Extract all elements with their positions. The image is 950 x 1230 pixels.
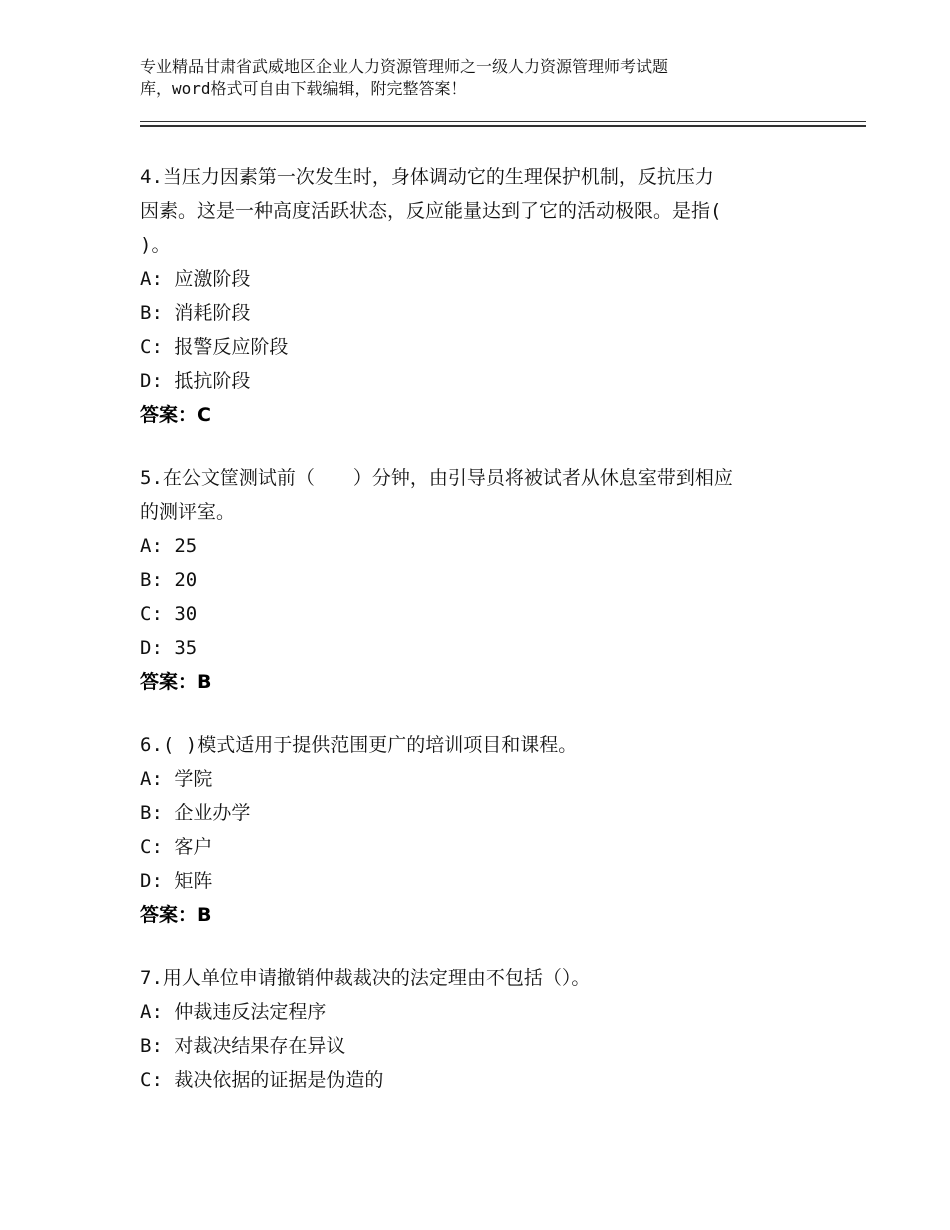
question-block xyxy=(140,728,820,932)
question-option: A: 仲裁违反法定程序 xyxy=(140,1001,327,1023)
question-option: C: 客户 xyxy=(140,836,213,858)
question-answer: 答案：B xyxy=(140,904,212,926)
header-rule-thick xyxy=(140,125,866,127)
header-rule-thin xyxy=(140,121,866,122)
question-option: B: 消耗阶段 xyxy=(140,302,251,324)
question-option: C: 报警反应阶段 xyxy=(140,336,289,358)
question-option: C: 30 xyxy=(140,603,198,625)
question-option: A: 学院 xyxy=(140,768,213,790)
question-option: D: 抵抗阶段 xyxy=(140,370,251,392)
question-block xyxy=(140,160,820,432)
header-line-1: 专业精品甘肃省武威地区企业人力资源管理师之一级人力资源管理师考试题 xyxy=(140,57,669,76)
question-option: A: 25 xyxy=(140,535,198,557)
question-option: D: 矩阵 xyxy=(140,870,213,892)
question-list xyxy=(140,160,820,1126)
header-line-2: 库，word格式可自由下载编辑，附完整答案！ xyxy=(140,79,467,98)
question-answer: 答案：B xyxy=(140,671,212,693)
question-stem-line: 6.( )模式适用于提供范围更广的培训项目和课程。 xyxy=(140,734,578,756)
question-option: D: 35 xyxy=(140,637,198,659)
question-block xyxy=(140,961,820,1097)
question-answer: 答案：C xyxy=(140,404,211,426)
question-option: A: 应激阶段 xyxy=(140,268,251,290)
question-block xyxy=(140,461,820,699)
question-option: B: 对裁决结果存在异议 xyxy=(140,1035,346,1057)
question-stem-line: 7.用人单位申请撤销仲裁裁决的法定理由不包括（）。 xyxy=(140,967,591,989)
question-option: B: 20 xyxy=(140,569,198,591)
question-stem-line: 5.在公文筐测试前（ ）分钟，由引导员将被试者从休息室带到相应 xyxy=(140,467,733,489)
question-option: C: 裁决依据的证据是伪造的 xyxy=(140,1069,384,1091)
question-stem-line: 4.当压力因素第一次发生时，身体调动它的生理保护机制，反抗压力 xyxy=(140,166,714,188)
question-stem-line: 的测评室。 xyxy=(140,501,236,523)
question-stem-line: )。 xyxy=(140,234,171,256)
question-option: B: 企业办学 xyxy=(140,802,251,824)
question-stem-line: 因素。这是一种高度活跃状态，反应能量达到了它的活动极限。是指( xyxy=(140,200,722,222)
document-header xyxy=(140,56,840,100)
